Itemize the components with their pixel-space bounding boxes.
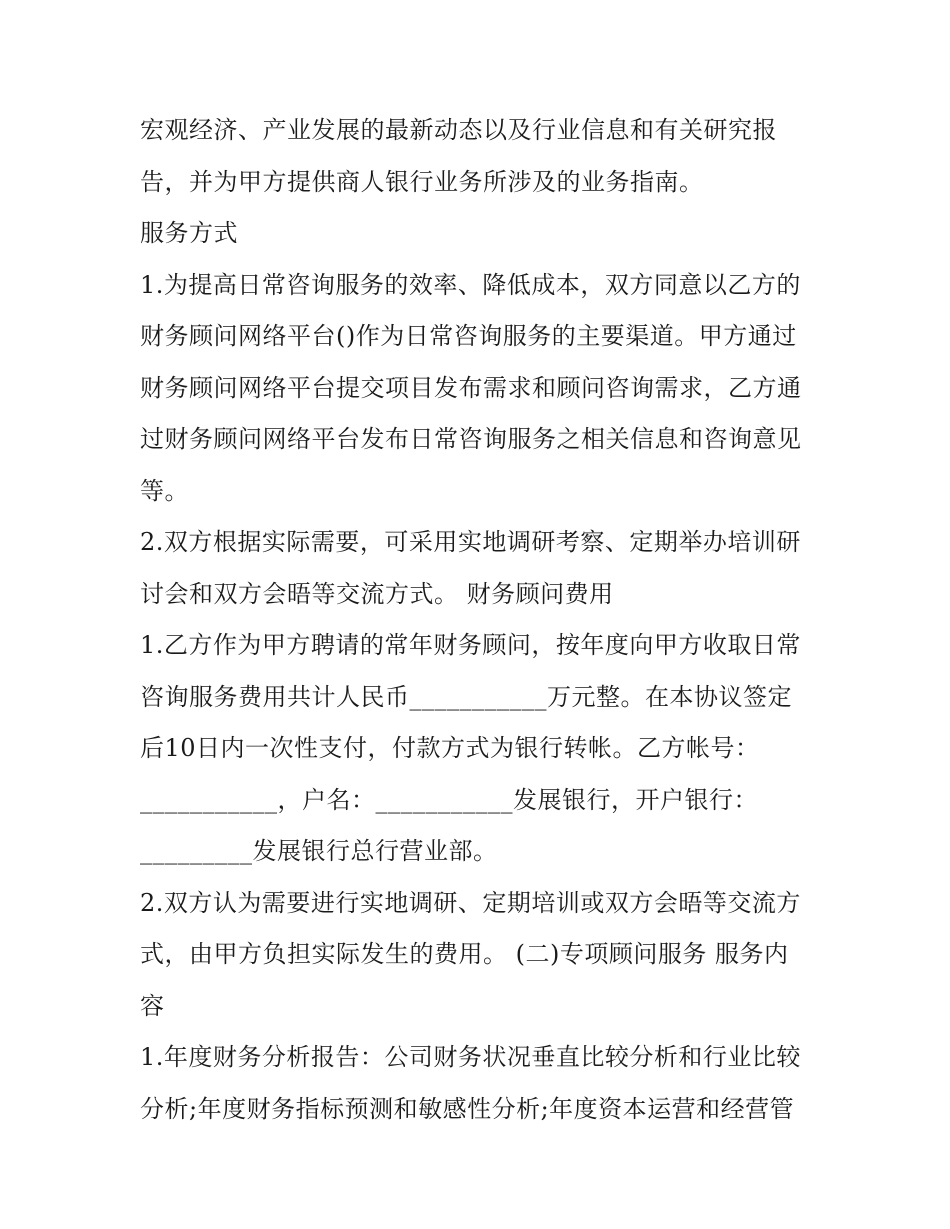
text-line: 告，并为甲方提供商人银行业务所涉及的业务指南。 <box>140 167 704 196</box>
text-line: 2.双方根据实际需要，可采用实地调研考察、定期举办培训研 <box>140 528 801 556</box>
text-line: 容 <box>140 991 165 1020</box>
text-line: 式，由甲方负担实际发生的费用。 (二)专项顾问服务 服务内 <box>140 940 789 968</box>
text-line: 1.年度财务分析报告：公司财务状况垂直比较分析和行业比较 <box>140 1043 801 1071</box>
document-body <box>140 110 820 1140</box>
text-line: 2.双方认为需要进行实地调研、定期培训或双方会晤等交流方 <box>140 888 801 917</box>
text-line: 1.为提高日常咨询服务的效率、降低成本，双方同意以乙方的 <box>140 270 801 299</box>
text-line: 后10日内一次性支付，付款方式为银行转帐。乙方帐号： <box>140 734 760 762</box>
text-line: _________发展银行总行营业部。 <box>140 837 498 865</box>
text-line: 等。 <box>140 476 189 505</box>
text-line: ___________，户名：___________发展银行，开户银行： <box>140 785 758 814</box>
text-line: 分析;年度财务指标预测和敏感性分析;年度资本运营和经营管 <box>140 1094 795 1123</box>
text-line: 过财务顾问网络平台发布日常咨询服务之相关信息和咨询意见 <box>140 425 802 453</box>
text-line: 咨询服务费用共计人民币___________万元整。在本协议签定 <box>140 682 792 711</box>
text-line: 财务顾问网络平台()作为日常咨询服务的主要渠道。甲方通过 <box>140 322 797 350</box>
text-line: 1.乙方作为甲方聘请的常年财务顾问，按年度向甲方收取日常 <box>140 631 801 659</box>
section-heading: 服务方式 <box>140 219 238 247</box>
text-line: 财务顾问网络平台提交项目发布需求和顾问咨询需求，乙方通 <box>140 373 802 402</box>
text-line: 讨会和双方会晤等交流方式。 财务顾问费用 <box>140 579 614 608</box>
text-line: 宏观经济、产业发展的最新动态以及行业信息和有关研究报 <box>140 116 777 144</box>
